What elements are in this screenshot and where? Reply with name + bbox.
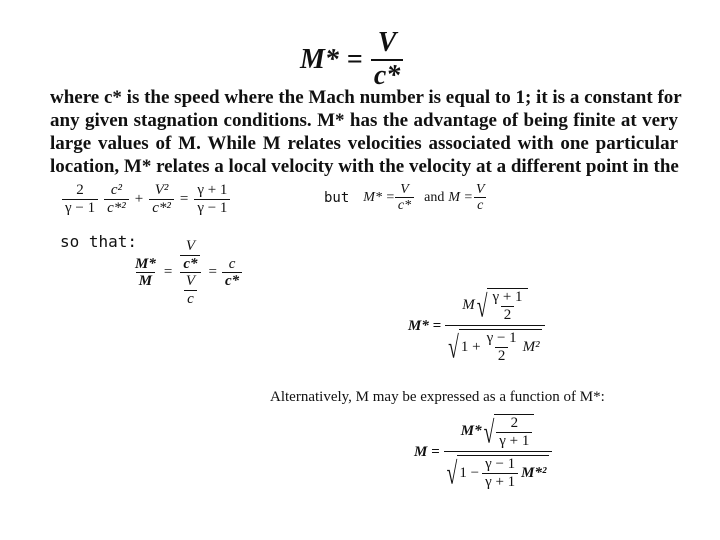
ratio-mid-den-num: V (185, 273, 195, 289)
energy-term-3 (149, 182, 174, 216)
sqrt-symbol: √ (476, 290, 488, 324)
ratio-eq-1: = (163, 264, 173, 280)
energy-term-4-num: γ + 1 (197, 182, 228, 198)
sqrt-symbol: √ (448, 331, 459, 365)
ratio-rhs (222, 256, 242, 290)
but-label: but (324, 189, 350, 206)
energy-term-3-num: V² (154, 182, 169, 198)
mstar-func-num-sqrt (477, 288, 528, 323)
eq-top-denominator: c* (371, 59, 403, 92)
but-m-lhs: M = (448, 189, 473, 205)
eq-top-numerator: V (377, 27, 397, 58)
energy-term-4 (194, 182, 230, 216)
m-func-Mstar: M* (460, 423, 482, 440)
mstar-func-den-sqrt-body (459, 329, 542, 364)
but-and: and (424, 189, 445, 205)
m-func-main-fraction (444, 414, 552, 490)
m-func-lhs: M = (414, 443, 440, 460)
paragraph-line-4: location, M* relates a local velocity with the velocity at a different point in the (50, 156, 679, 177)
m-func-den-sqrt (447, 455, 549, 490)
ratio-middle-numerator (177, 238, 203, 272)
energy-term-2-num: c² (110, 182, 122, 198)
energy-plus: + (134, 190, 144, 207)
m-func-sqrt-den: γ + 1 (496, 432, 532, 450)
mstar-func-denominator (445, 325, 545, 364)
m-func-denominator (444, 451, 552, 490)
body-paragraph (50, 86, 682, 178)
ratio-middle-denominator (180, 272, 201, 307)
paragraph-line-2: any given stagnation conditions. M* has the advantage of being finite at very (50, 110, 678, 131)
mstar-func-one-plus: 1 + (460, 338, 481, 355)
ratio-rhs-den: c* (222, 272, 242, 290)
ratio-rhs-num: c (228, 255, 236, 272)
equation-energy (62, 182, 230, 216)
mstar-func-msq: M² (522, 338, 540, 355)
ratio-lhs (132, 256, 159, 290)
m-func-num-sqrt (484, 414, 535, 449)
equation-m-function (414, 414, 552, 490)
sqrt-symbol: √ (483, 416, 495, 450)
equation-ratio (132, 238, 242, 307)
mstar-func-lhs: M* = (408, 317, 442, 334)
energy-term-2-den: c*² (104, 199, 129, 217)
ratio-lhs-den: M (136, 272, 155, 290)
mstar-func-M: M (462, 297, 475, 314)
mstar-func-inner-num: γ − 1 (486, 330, 517, 346)
m-func-numerator (458, 414, 538, 451)
ratio-mid-num-den: c* (180, 255, 200, 273)
but-m-den: c (474, 197, 486, 213)
mstar-func-main-fraction (445, 288, 545, 364)
energy-term-2 (104, 182, 129, 216)
energy-term-1-den: γ − 1 (62, 199, 98, 217)
paragraph-line-1: where c* is the speed where the Mach number is equal to 1; it is a constant for (50, 87, 682, 108)
but-mstar-fraction (395, 182, 414, 214)
ratio-eq-2: = (208, 264, 217, 280)
ratio-middle (177, 238, 203, 307)
ratio-mid-den-den: c (184, 290, 197, 308)
m-func-inner-frac (482, 456, 518, 490)
mstar-func-sqrt-den: 2 (501, 306, 515, 324)
energy-term-4-den: γ − 1 (194, 199, 230, 217)
energy-term-3-den: c*² (149, 199, 174, 217)
energy-equals: = (179, 190, 189, 207)
mstar-func-num-sqrt-body (487, 288, 527, 323)
eq-top-lhs: M* (300, 43, 339, 75)
paragraph-line-3: large values of M. While M relates velocities associated with one particular (50, 133, 678, 154)
but-mstar-lhs: M* = (363, 189, 395, 205)
ratio-lhs-num: M* (135, 255, 156, 272)
m-func-sqrt-num: 2 (510, 415, 519, 431)
but-m-fraction (473, 182, 488, 214)
ratio-middle-den-frac (183, 273, 198, 307)
but-m-num: V (475, 182, 485, 197)
alternatively-text: Alternatively, M may be expressed as a function of M*: (270, 389, 605, 405)
eq-top-equals: = (346, 43, 363, 75)
so-that-label: so that: (60, 232, 138, 251)
m-func-num-frac (496, 415, 532, 449)
ratio-mid-num-num: V (185, 238, 195, 254)
eq-top-fraction (371, 28, 403, 92)
ratio-middle-num-frac (180, 238, 200, 272)
sqrt-symbol: √ (446, 457, 458, 491)
m-func-num-sqrt-body (494, 414, 534, 449)
mstar-func-sqrt-num: γ + 1 (492, 289, 523, 305)
but-mstar-num: V (400, 182, 409, 197)
equation-mstar-definition (300, 28, 403, 92)
energy-term-1-num: 2 (76, 182, 84, 198)
m-func-mstarsq: M*² (521, 464, 547, 481)
mstar-func-inner-den: 2 (495, 347, 509, 365)
mstar-func-numerator (459, 288, 530, 325)
but-mstar-den: c* (395, 197, 414, 213)
but-relations (324, 182, 488, 214)
equation-mstar-function (408, 288, 545, 364)
mstar-func-num-frac (489, 289, 525, 323)
m-func-inner-den: γ + 1 (482, 473, 518, 491)
mstar-func-inner-frac (484, 330, 520, 364)
m-func-den-sqrt-body (457, 455, 548, 490)
mstar-func-den-sqrt (448, 329, 542, 364)
m-func-one-minus: 1 − (459, 464, 480, 481)
m-func-inner-num: γ − 1 (485, 456, 516, 472)
energy-term-1 (62, 182, 98, 216)
